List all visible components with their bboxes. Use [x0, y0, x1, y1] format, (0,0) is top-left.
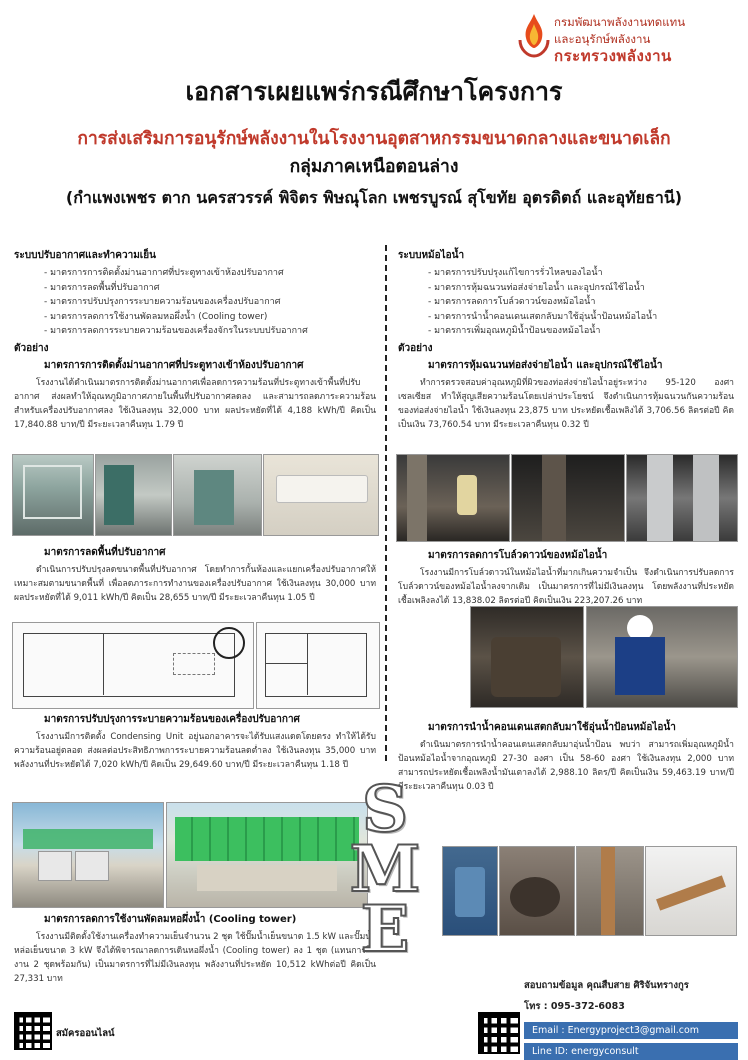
list-item: - มาตรการลดการโบล์วดาวน์ของหม้อไอน้ำ	[428, 297, 596, 307]
right-bullet-list	[398, 266, 734, 339]
list-item: - มาตรการปรับปรุงการระบายความร้อนของเครื่องปรับอากาศ	[44, 297, 281, 307]
provinces-line: (กำแพงเพชร ตาก นครสวรรค์ พิจิตร พิษณุโลก เพชรบูรณ์ สุโขทัย อุตรดิตถ์ และอุทัยธานี)	[65, 188, 683, 207]
left-example-label: ตัวอย่าง	[14, 342, 49, 354]
case-text: โรงงานมีการติดตั้ง Condensing Unit อยู่นอกอาคารจะได้รับแสงแดดโดยตรง ทำให้ได้รับความร้อนอยู่ตลอด ส่งผลต่อประสิทธิภาพการระบายความร้อนลดต่ำลง ใช้เงินลงทุน 35,000 บาท พลังงานที่ประหยัดได้ 7,020 kWh/ปี คิดเป็น 29,649.60 บาท/ปี มีระยะเวลาคืนทุน 1.18 ปี	[14, 732, 376, 770]
photo-condensing-unit-1	[12, 802, 164, 908]
sme-letter-e: E	[360, 892, 410, 967]
photo-boiler-blowdown-2	[586, 606, 738, 708]
region-title: กลุ่มภาคเหนือตอนล่าง	[289, 157, 459, 177]
case-text: โรงงานได้ดำเนินมาตรการติดตั้งม่านอากาศเพื่อลดการความร้อนที่ประตูทางเข้าพื้นที่ปรับอากาศ ส่งผลทำให้อุณหภูมิอากาศภายในพื้นที่ปรับอากาศลดลง และสามารถลดภาระความร้อนสำหรับเครื่องปรับอากาศลง ใช้เงินลงทุน 32,000 บาท ผลประหยัดที่ได้ 4,188 kWh/ปี คิดเป็น 17,840.88 บาท/ปี มีระยะเวลาคืนทุน 1.79 ปี	[14, 377, 376, 430]
photo-pipe-insulation-3	[626, 454, 738, 542]
photo-pipe-insulation-1	[396, 454, 510, 542]
photo-condensate-3	[576, 846, 644, 936]
contact-phone[interactable]: โทร : 095-372-6083	[524, 1001, 625, 1012]
case-heading: มาตรการการติดตั้งม่านอากาศที่ประตูทางเข้าห้องปรับอากาศ	[44, 359, 304, 371]
photo-pipe-insulation-2	[511, 454, 625, 542]
case-text: ทำการตรวจสอบค่าอุณหภูมิที่ผิวของท่อส่งจ่ายไอน้ำอยู่ระหว่าง 95-120 องศาเซลเซียส ทำให้สูญเสียความร้อนโดยเปล่าประโยชน์ จึงดำเนินการหุ้มฉนวนกันความร้อนของท่อส่งจ่ายไอน้ำ ใช้เงินลงทุน 23,875 บาท ประหยัดเชื้อเพลิงได้ 3,706.56 ลิตรต่อปี คิดเป็นเงิน 73,760.54 บาท มีระยะเวลาคืนทุน 0.32 ปี	[398, 377, 734, 430]
photo-condensate-4	[645, 846, 737, 936]
photo-air-curtain-1	[12, 454, 94, 536]
left-case-4	[14, 912, 376, 986]
list-item: - มาตรการลดพื้นที่ปรับอากาศ	[44, 282, 160, 293]
flame-logo-icon	[514, 10, 554, 58]
case-heading: มาตรการนำน้ำคอนเดนเสตกลับมาใช้อุ่นน้ำป้อนหม้อไอน้ำ	[428, 722, 676, 733]
left-section-title: ระบบปรับอากาศและทำความเย็น	[14, 250, 156, 261]
agency-name	[554, 14, 728, 65]
contact-heading: สอบถามข้อมูล คุณสืบสาย ศิริจันทรางกูร	[524, 980, 689, 991]
left-case-3	[14, 712, 376, 772]
left-column	[14, 248, 376, 432]
list-item: - มาตรการการติดตั้งม่านอากาศที่ประตูทางเข้าห้องปรับอากาศ	[44, 268, 284, 278]
agency-line2: และอนุรักษ์พลังงาน	[554, 32, 651, 46]
right-example-label: ตัวอย่าง	[398, 342, 433, 354]
sme-watermark	[340, 772, 430, 967]
list-item: - มาตรการปรับปรุงแก้ไขการรั่วไหลของไอน้ำ	[428, 268, 603, 278]
sme-letter-m: M	[349, 832, 421, 907]
photo-air-curtain-2	[95, 454, 172, 536]
photo-air-curtain-4	[263, 454, 379, 536]
case-heading: มาตรการลดการใช้งานพัดลมหอผึ่งน้ำ (Cooling tower)	[44, 914, 297, 925]
left-case-2	[14, 545, 376, 605]
column-divider	[385, 245, 387, 765]
list-item: - มาตรการเพิ่มอุณหภูมิน้ำป้อนของหม้อไอน้ำ	[428, 326, 601, 336]
case-heading: มาตรการหุ้มฉนวนท่อส่งจ่ายไอน้ำ และอุปกรณ์ใช้ไอน้ำ	[428, 359, 663, 371]
right-case-3	[398, 720, 734, 794]
floor-plan-after	[256, 622, 380, 709]
project-title: การส่งเสริมการอนุรักษ์พลังงานในโรงงานอุตสาหกรรมขนาดกลางและขนาดเล็ก	[77, 129, 671, 149]
list-item: - มาตรการลดการระบายความร้อนของเครื่องจักรในระบบปรับอากาศ	[44, 326, 308, 336]
photo-condensate-1	[442, 846, 498, 936]
case-text: โรงงานมีติดตั้งใช้งานเครื่องทำความเย็นจำนวน 2 ชุด ใช้ปั๊มน้ำเย็นขนาด 1.5 kW และปั๊มน้ำหล่อเย็นขนาด 3 kW จึงได้พิจารณาลดการเดินหอผึ่งน้ำ (Cooling tower) ลง 1 ชุด (แทนการใช้งาน 2 ชุดพร้อมกัน) เป็นมาตรการที่ไม่มีเงินลงทุน พลังงานที่ประหยัด 10,512 kWhต่อปี คิดเป็น 27,331 บาท	[14, 932, 376, 984]
photo-boiler-blowdown-1	[470, 606, 584, 708]
left-bullet-list	[14, 266, 376, 339]
right-section-title: ระบบหม้อไอน้ำ	[398, 250, 465, 261]
case-text: ดำเนินการปรับปรุงลดขนาดพื้นที่ปรับอากาศ โดยทำการกั้นห้องและแยกเครื่องปรับอากาศให้เหมาะสมตามขนาดพื้นที่ เพื่อลดภาระการทำงานของเครื่องปรับอากาศ ใช้เงินลงทุน 30,000 บาท ผลประหยัดที่ได้ 9,011 kWh/ปี คิดเป็น 28,655 บาท/ปี มีระยะเวลาคืนทุน 1.05 ปี	[14, 565, 376, 603]
qr-code-contact[interactable]	[478, 1012, 520, 1054]
qr-code-register[interactable]	[14, 1012, 52, 1050]
contact-line-id[interactable]: Line ID: energyconsult	[524, 1043, 738, 1060]
page-title: เอกสารเผยแพร่กรณีศึกษาโครงการ	[185, 77, 563, 106]
list-item: - มาตรการหุ้มฉนวนท่อส่งจ่ายไอน้ำ และอุปกรณ์ใช้ไอน้ำ	[428, 282, 645, 293]
contact-email[interactable]: Email : Energyproject3@gmail.com	[524, 1022, 738, 1039]
case-heading: มาตรการลดการโบล์วดาวน์ของหม้อไอน้ำ	[428, 550, 608, 561]
agency-line3: กระทรวงพลังงาน	[554, 47, 672, 65]
case-heading: มาตรการปรับปรุงการระบายความร้อนของเครื่องปรับอากาศ	[44, 714, 300, 725]
list-item: - มาตรการนำน้ำคอนเดนเสตกลับมาใช้อุ่นน้ำป้อนหม้อไอน้ำ	[428, 311, 658, 322]
register-online-label[interactable]: สมัครออนไลน์	[56, 1028, 115, 1039]
right-column	[398, 248, 734, 432]
list-item: - มาตรการลดการใช้งานพัดลมหอผึ่งน้ำ (Cooling tower)	[44, 311, 268, 322]
case-text: ดำเนินมาตรการนำน้ำคอนเดนเสตกลับมาอุ่นน้ำป้อน พบว่า สามารถเพิ่มอุณหภูมิน้ำป้อนหม้อไอน้ำจากอุณหภูมิ 27-30 องศา เป็น 58-60 องศา ใช้เงินลงทุน 2,000 บาท สามารถประหยัดเชื้อเพลิงน้ำมันเตาลงได้ 2,988.10 ลิตร/ปี คิดเป็นเงิน 59,463.19 บาท/ปี มีระยะเวลาคืนทุน 0.03 ปี	[398, 740, 734, 792]
right-case-2	[398, 548, 734, 608]
photo-condensing-unit-2	[166, 802, 368, 908]
photo-condensate-2	[499, 846, 575, 936]
floor-plan-before	[12, 622, 254, 709]
agency-line1: กรมพัฒนาพลังงานทดแทน	[554, 15, 686, 29]
contact-block	[524, 978, 738, 1060]
agency-logo	[514, 10, 554, 58]
sme-letter-s: S	[361, 772, 409, 847]
case-text: โรงงานมีการโบล์วดาวน์ในหม้อไอน้ำที่มากเกินความจำเป็น จึงดำเนินการปรับลดการโบล์วดาวน์ของหม้อไอน้ำลงจากเดิม เป็นมาตรการที่ไม่มีเงินลงทุน โดยพลังงานที่ประหยัดเชื้อเพลิงลงได้ 13,838.02 ลิตรต่อปี คิดเป็นเงิน 223,207.26 บาท	[398, 568, 734, 606]
photo-air-curtain-3	[173, 454, 262, 536]
case-heading: มาตรการลดพื้นที่ปรับอากาศ	[44, 547, 166, 558]
